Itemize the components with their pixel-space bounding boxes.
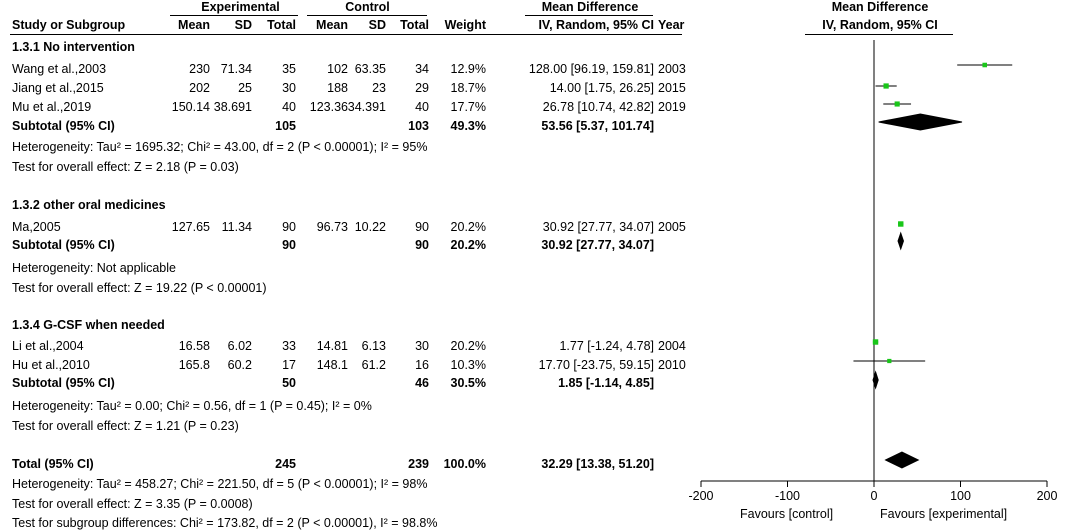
exp-total: 17	[282, 358, 296, 372]
study-name: Li et al.,2004	[12, 339, 84, 353]
ctrl-mean: 102	[327, 62, 348, 76]
subtotal-exp-total: 50	[282, 376, 296, 390]
ctrl-sd-header: SD	[368, 18, 386, 32]
effect-ci: 30.92 [27.77, 34.07]	[542, 220, 654, 234]
subgroup-title: 1.3.2 other oral medicines	[12, 198, 166, 212]
ctrl-sd: 34.391	[347, 100, 386, 114]
favours-experimental-label: Favours [experimental]	[880, 507, 1008, 521]
ctrl-total: 29	[415, 81, 429, 95]
study-point	[873, 339, 878, 344]
exp-total: 33	[282, 339, 296, 353]
subgroup-title: 1.3.4 G-CSF when needed	[12, 318, 165, 332]
total-exp-total: 245	[275, 457, 296, 471]
subtotal-ci: 30.92 [27.77, 34.07]	[541, 238, 654, 252]
ctrl-mean: 148.1	[316, 358, 348, 372]
year: 2015	[658, 81, 686, 95]
ctrl-total: 16	[415, 358, 429, 372]
study-point	[887, 359, 891, 363]
exp-sd: 6.02	[227, 339, 252, 353]
subtotal-weight: 30.5%	[450, 376, 486, 390]
heterogeneity-text: Heterogeneity: Tau² = 0.00; Chi² = 0.56, df = 1 (P = 0.45); I² = 0%	[12, 399, 372, 413]
exp-total-header: Total	[267, 18, 296, 32]
subtotal-exp-total: 105	[275, 119, 296, 133]
exp-total: 35	[282, 62, 296, 76]
subtotal-exp-total: 90	[282, 238, 296, 252]
total-ctrl-total: 239	[408, 457, 429, 471]
ctrl-mean: 96.73	[316, 220, 348, 234]
ctrl-sd: 23	[372, 81, 386, 95]
exp-total: 30	[282, 81, 296, 95]
summary-diamond	[886, 452, 919, 468]
exp-mean: 16.58	[178, 339, 210, 353]
ctrl-sd: 61.2	[361, 358, 386, 372]
ctrl-mean: 188	[327, 81, 348, 95]
year: 2004	[658, 339, 686, 353]
subtotal-ctrl-total: 90	[415, 238, 429, 252]
ctrl-total: 90	[415, 220, 429, 234]
effect-ci: 128.00 [96.19, 159.81]	[528, 62, 654, 76]
overall-effect-text: Test for overall effect: Z = 19.22 (P < 0.00001)	[12, 281, 267, 295]
subtotal-ci: 53.56 [5.37, 101.74]	[541, 119, 654, 133]
ctrl-total-header: Total	[400, 18, 429, 32]
year: 2003	[658, 62, 686, 76]
exp-total: 40	[282, 100, 296, 114]
effect-ci: 17.70 [-23.75, 59.15]	[538, 358, 654, 372]
subtotal-label: Subtotal (95% CI)	[12, 376, 115, 390]
study-or-subgroup-header: Study or Subgroup	[12, 18, 126, 32]
exp-mean: 127.65	[171, 220, 210, 234]
favours-control-label: Favours [control]	[740, 507, 834, 521]
weight: 12.9%	[450, 62, 486, 76]
weight: 10.3%	[450, 358, 486, 372]
study-point	[982, 63, 987, 68]
study-name: Wang et al.,2003	[12, 62, 107, 76]
exp-mean: 150.14	[171, 100, 210, 114]
study-name: Jiang et al.,2015	[12, 81, 104, 95]
exp-sd: 71.34	[220, 62, 252, 76]
exp-mean: 202	[189, 81, 210, 95]
exp-sd-header: SD	[234, 18, 252, 32]
x-tick-label: -200	[688, 489, 714, 503]
plot-iv-random-header: IV, Random, 95% CI	[822, 18, 938, 32]
exp-mean: 165.8	[178, 358, 210, 372]
summary-diamond	[879, 114, 962, 130]
subtotal-ctrl-total: 46	[415, 376, 429, 390]
subtotal-label: Subtotal (95% CI)	[12, 238, 115, 252]
total-weight: 100.0%	[443, 457, 486, 471]
overall-effect-text: Test for overall effect: Z = 1.21 (P = 0.23)	[12, 419, 239, 433]
year: 2019	[658, 100, 686, 114]
weight: 18.7%	[450, 81, 486, 95]
control-header: Control	[345, 0, 390, 14]
study-name: Ma,2005	[12, 220, 61, 234]
weight: 20.2%	[450, 220, 486, 234]
effect-ci: 14.00 [1.75, 26.25]	[549, 81, 654, 95]
x-tick-label: 100	[950, 489, 971, 503]
total-heterogeneity-text: Heterogeneity: Tau² = 458.27; Chi² = 221.50, df = 5 (P < 0.00001); I² = 98%	[12, 477, 428, 491]
subtotal-weight: 49.3%	[450, 119, 486, 133]
x-tick-label: 0	[870, 489, 878, 503]
total-overall-effect-text: Test for overall effect: Z = 3.35 (P = 0.0008)	[12, 497, 253, 511]
exp-sd: 38.691	[213, 100, 252, 114]
ctrl-total: 30	[415, 339, 429, 353]
study-point	[883, 83, 888, 88]
x-tick-label: 200	[1036, 489, 1058, 503]
heterogeneity-text: Heterogeneity: Not applicable	[12, 261, 176, 275]
subtotal-ci: 1.85 [-1.14, 4.85]	[558, 376, 654, 390]
total-label: Total (95% CI)	[12, 457, 94, 471]
year-header: Year	[658, 18, 685, 32]
x-tick-label: -100	[774, 489, 801, 503]
ctrl-total: 40	[415, 100, 429, 114]
exp-mean: 230	[189, 62, 210, 76]
subtotal-weight: 20.2%	[450, 238, 486, 252]
study-point	[898, 221, 903, 226]
subgroup-title: 1.3.1 No intervention	[12, 40, 135, 54]
weight: 20.2%	[450, 339, 486, 353]
ctrl-sd: 6.13	[361, 339, 386, 353]
plot-mean-difference-header: Mean Difference	[831, 0, 929, 14]
ctrl-mean-header: Mean	[316, 18, 348, 32]
study-point	[895, 101, 900, 106]
total-ci: 32.29 [13.38, 51.20]	[541, 457, 654, 471]
ctrl-sd: 63.35	[354, 62, 386, 76]
weight-header: Weight	[444, 18, 486, 32]
subtotal-ctrl-total: 103	[408, 119, 429, 133]
exp-sd: 60.2	[227, 358, 252, 372]
heterogeneity-text: Heterogeneity: Tau² = 1695.32; Chi² = 43.00, df = 2 (P < 0.00001); I² = 95%	[12, 140, 428, 154]
ctrl-mean: 14.81	[316, 339, 348, 353]
exp-total: 90	[282, 220, 296, 234]
study-name: Hu et al.,2010	[12, 358, 90, 372]
exp-sd: 25	[238, 81, 252, 95]
summary-diamond	[898, 233, 903, 249]
subgroup-differences-text: Test for subgroup differences: Chi² = 173.82, df = 2 (P < 0.00001), I² = 98.8%	[12, 516, 438, 530]
effect-ci: 26.78 [10.74, 42.82]	[542, 100, 654, 114]
overall-effect-text: Test for overall effect: Z = 2.18 (P = 0.03)	[12, 160, 239, 174]
mean-difference-header: Mean Difference	[541, 0, 639, 14]
weight: 17.7%	[450, 100, 486, 114]
iv-random-header: IV, Random, 95% CI	[538, 18, 654, 32]
exp-sd: 11.34	[221, 220, 252, 234]
ctrl-total: 34	[415, 62, 429, 76]
experimental-header: Experimental	[201, 0, 280, 14]
effect-ci: 1.77 [-1.24, 4.78]	[559, 339, 654, 353]
year: 2010	[658, 358, 686, 372]
ctrl-sd: 10.22	[354, 220, 386, 234]
exp-mean-header: Mean	[178, 18, 210, 32]
subtotal-label: Subtotal (95% CI)	[12, 119, 115, 133]
study-name: Mu et al.,2019	[12, 100, 92, 114]
year: 2005	[658, 220, 686, 234]
ctrl-mean: 123.36	[309, 100, 348, 114]
